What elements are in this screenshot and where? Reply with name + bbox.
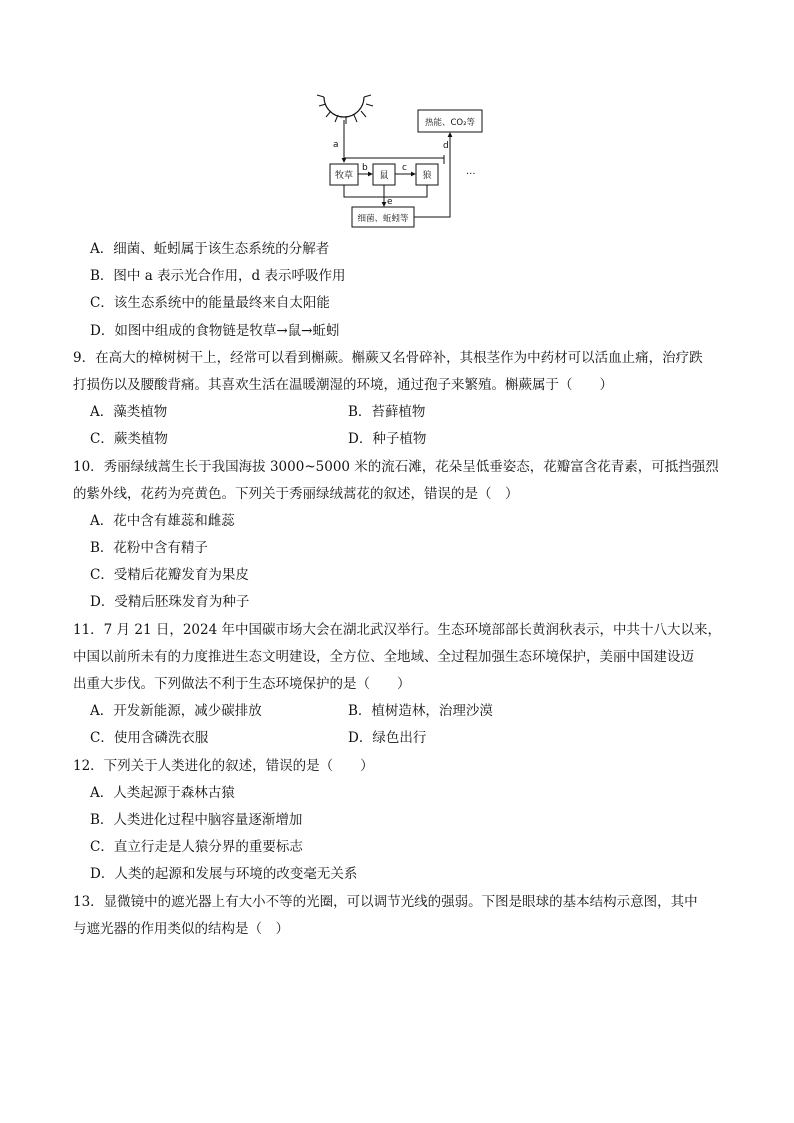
q11-options-row-2 <box>73 725 725 752</box>
box-mouse-label: 鼠 <box>379 171 389 181</box>
q10-option-d: D．受精后胚珠发育为种子 <box>90 594 250 611</box>
q8-option-d: D．如图中组成的食物链是牧草→鼠→蚯蚓 <box>90 322 340 339</box>
box-grass-label: 牧草 <box>334 171 354 181</box>
q9-options-row-2 <box>73 426 725 453</box>
connector-top <box>344 155 444 158</box>
q9-options-row-1 <box>73 399 725 426</box>
q9-option-d: D．种子植物 <box>348 431 427 448</box>
q10-stem-2: 的紫外线，花药为亮黄色。下列关于秀丽绿绒蒿花的叙述，错误的是（ ） <box>73 485 519 502</box>
q9-option-a: A．藻类植物 <box>90 404 168 421</box>
q9-option-c: C．蕨类植物 <box>90 431 168 448</box>
diagram-ellipsis: ··· <box>466 169 476 180</box>
q10-option-c: C．受精后花瓣发育为果皮 <box>90 567 249 584</box>
q8-option-a: A．细菌、蚯蚓属于该生态系统的分解者 <box>90 241 330 257</box>
q12-option-a: A．人类起源于森林古猿 <box>90 784 235 801</box>
q12-option-b: B．人类进化过程中脑容量逐渐增加 <box>90 811 303 828</box>
label-a: a <box>333 140 339 150</box>
q11-option-d: D．绿色出行 <box>348 730 427 747</box>
q12-stem: 12．下列关于人类进化的叙述，错误的是（ ） <box>73 757 374 774</box>
q11-options-row-1 <box>73 698 725 725</box>
q8-option-b: B．图中 a 表示光合作用，d 表示呼吸作用 <box>90 268 346 285</box>
label-e: e <box>387 197 393 207</box>
connector-bottom <box>344 185 427 197</box>
q10-option-a: A．花中含有雄蕊和雌蕊 <box>90 512 235 529</box>
q10-stem-1: 10．秀丽绿绒蒿生长于我国海拔 3000~5000 米的流石滩，花朵呈低垂姿态，花瓣富含花青素，可抵挡强烈 <box>73 458 719 475</box>
question-content <box>73 236 725 943</box>
sun-icon <box>317 95 373 124</box>
q8-option-c: C．该生态系统中的能量最终来自太阳能 <box>90 295 330 312</box>
label-d: d <box>443 141 449 151</box>
q11-option-c: C．使用含磷洗衣服 <box>90 730 209 747</box>
q11-stem-1: 11．7 月 21 日，2024 年中国碳市场大会在湖北武汉举行。生态环境部部长黄润秋表示，中共十八大以来， <box>73 621 721 638</box>
box-decomposers-label: 细菌、蚯蚓等 <box>357 214 409 224</box>
q9-option-b: B．苔藓植物 <box>348 404 426 421</box>
box-heat-label: 热能、CO₂等 <box>424 118 476 128</box>
q9-stem-2: 打损伤以及腰酸背痛。其喜欢生活在温暖潮湿的环境，通过孢子来繁殖。槲蕨属于（ ） <box>73 376 613 393</box>
q11-stem-2: 中国以前所未有的力度推进生态文明建设，全方位、全地域、全过程加强生态环境保护，美丽中国建设迈 <box>73 648 694 665</box>
label-b: b <box>362 163 368 173</box>
q12-option-d: D．人类的起源和发展与环境的改变毫无关系 <box>90 866 358 883</box>
energy-flow-diagram <box>314 92 494 232</box>
q11-option-a: A．开发新能源，减少碳排放 <box>90 703 262 720</box>
q13-stem-2: 与遮光器的作用类似的结构是（ ） <box>73 920 289 937</box>
q11-stem-3: 出重大步伐。下列做法不利于生态环境保护的是（ ） <box>73 676 411 692</box>
q11-option-b: B．植树造林，治理沙漠 <box>348 703 493 720</box>
box-wolf-label: 狼 <box>422 171 432 181</box>
q12-option-c: C．直立行走是人猿分界的重要标志 <box>90 839 303 856</box>
q10-option-b: B．花粉中含有精子 <box>90 540 208 557</box>
q13-stem-1: 13．显微镜中的遮光器上有大小不等的光圈，可以调节光线的强弱。下图是眼球的基本结构示意图，其中 <box>73 893 698 910</box>
q9-stem-1: 9．在高大的樟树树干上，经常可以看到槲蕨。槲蕨又名骨碎补，其根茎作为中药材可以活血止痛，治疗跌 <box>73 349 703 366</box>
label-c: c <box>402 163 407 173</box>
